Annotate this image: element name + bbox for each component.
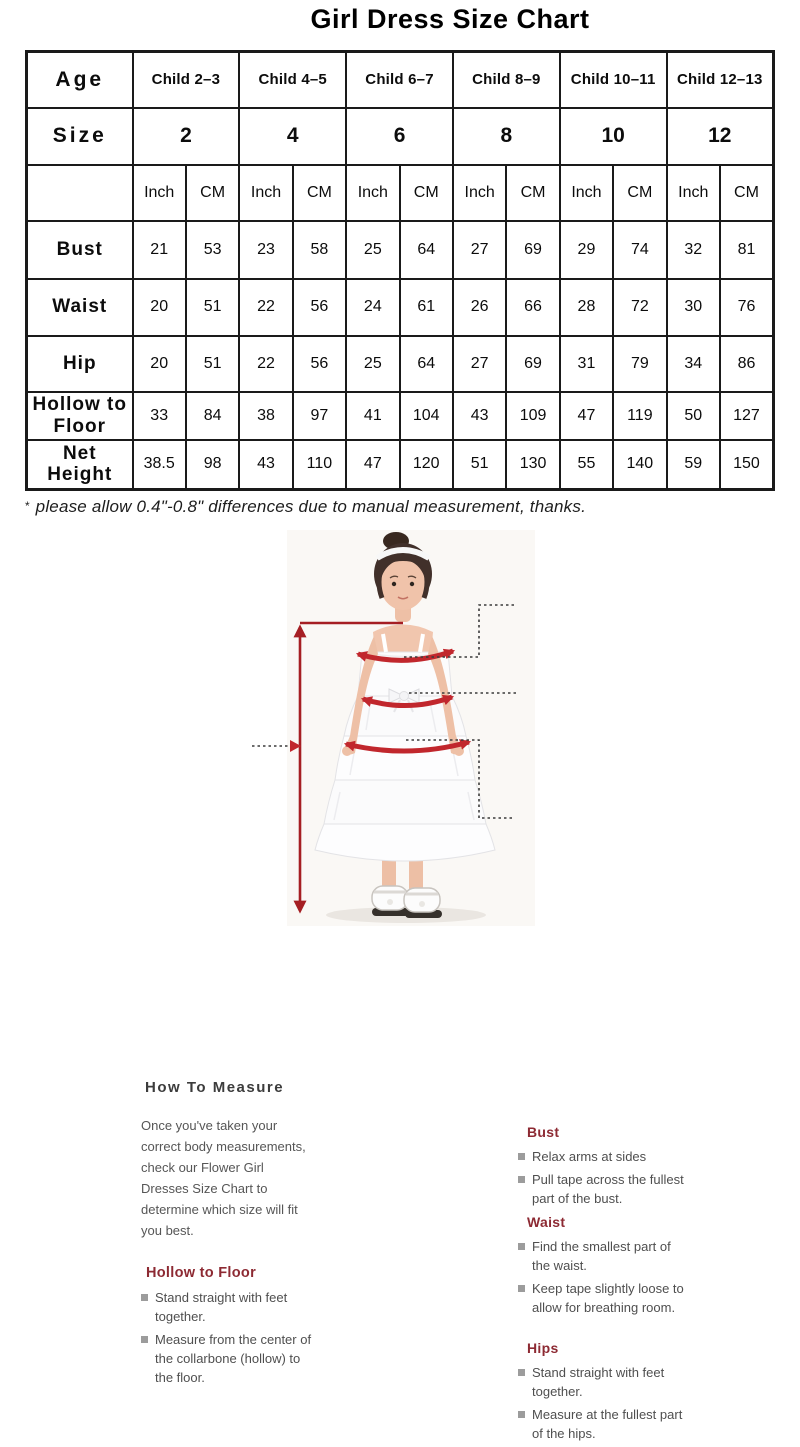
measurement-value-cell: 25 <box>346 336 399 392</box>
measure-intro-text: Once you've taken your correct body measurements, check our Flower Girl Dresses Size Chart to determine which size will fit you best. <box>141 1118 306 1238</box>
measurement-row-label: Waist <box>27 279 133 336</box>
girl-shoes <box>372 886 442 918</box>
table-row <box>27 279 774 336</box>
measurement-value-cell: 27 <box>453 221 506 279</box>
measurement-value-cell: 150 <box>720 440 774 490</box>
measurement-value-cell: 79 <box>613 336 666 392</box>
size-row-label: Size <box>27 108 133 165</box>
measurement-value-cell: 24 <box>346 279 399 336</box>
note-text: please allow 0.4"-0.8" differences due to manual measurement, thanks. <box>35 497 587 516</box>
unit-cell: CM <box>720 165 774 221</box>
measurement-value-cell: 69 <box>506 336 559 392</box>
age-group-cell: Child 4–5 <box>239 52 346 108</box>
measurement-value-cell: 130 <box>506 440 559 490</box>
bullet-square-icon <box>141 1336 148 1343</box>
measure-instruction <box>518 1405 703 1443</box>
measurement-value-cell: 20 <box>133 279 186 336</box>
bullet-square-icon <box>518 1243 525 1250</box>
hollow-to-floor-instructions <box>141 1288 326 1387</box>
measurement-value-cell: 25 <box>346 221 399 279</box>
measurement-value-cell: 69 <box>506 221 559 279</box>
measurement-value-cell: 38.5 <box>133 440 186 490</box>
measurement-value-cell: 59 <box>667 440 720 490</box>
measurement-value-cell: 104 <box>400 392 453 440</box>
measurement-note <box>25 497 586 517</box>
unit-cell: CM <box>613 165 666 221</box>
instruction-text: Measure at the fullest part of the hips. <box>532 1407 683 1441</box>
size-cell: 2 <box>133 108 240 165</box>
hollow-to-floor-block <box>141 1265 326 1391</box>
table-row <box>27 52 774 108</box>
table-row <box>27 108 774 165</box>
unit-cell: CM <box>186 165 239 221</box>
hips-block <box>518 1340 703 1447</box>
measurement-value-cell: 127 <box>720 392 774 440</box>
age-group-cell: Child 2–3 <box>133 52 240 108</box>
measurement-value-cell: 56 <box>293 336 346 392</box>
measurement-value-cell: 109 <box>506 392 559 440</box>
size-cell: 12 <box>667 108 774 165</box>
measurement-value-cell: 21 <box>133 221 186 279</box>
measure-instruction <box>141 1288 326 1326</box>
unit-cell: Inch <box>453 165 506 221</box>
bust-heading: Bust <box>527 1124 560 1140</box>
table-row <box>27 221 774 279</box>
waist-heading: Waist <box>527 1214 566 1230</box>
measurement-value-cell: 34 <box>667 336 720 392</box>
measurement-value-cell: 97 <box>293 392 346 440</box>
table-row <box>27 336 774 392</box>
unit-cell: Inch <box>667 165 720 221</box>
age-group-cell: Child 10–11 <box>560 52 667 108</box>
measurement-value-cell: 47 <box>560 392 613 440</box>
bust-instructions <box>518 1147 703 1208</box>
measurement-value-cell: 51 <box>186 279 239 336</box>
measurement-value-cell: 51 <box>453 440 506 490</box>
size-cell: 4 <box>239 108 346 165</box>
age-group-cell: Child 12–13 <box>667 52 774 108</box>
measurement-row-label: Bust <box>27 221 133 279</box>
instruction-text: Find the smallest part of the waist. <box>532 1239 671 1273</box>
measurement-value-cell: 38 <box>239 392 292 440</box>
age-group-cell: Child 8–9 <box>453 52 560 108</box>
measurement-value-cell: 43 <box>239 440 292 490</box>
table-row <box>27 440 774 490</box>
waist-block <box>518 1214 703 1321</box>
measurement-value-cell: 55 <box>560 440 613 490</box>
bullet-square-icon <box>518 1285 525 1292</box>
measurement-value-cell: 64 <box>400 336 453 392</box>
measurement-value-cell: 98 <box>186 440 239 490</box>
table-row <box>27 165 774 221</box>
measurement-value-cell: 28 <box>560 279 613 336</box>
page-title: Girl Dress Size Chart <box>310 4 590 34</box>
bullet-square-icon <box>518 1369 525 1376</box>
measurement-value-cell: 20 <box>133 336 186 392</box>
unit-cell: Inch <box>239 165 292 221</box>
measurement-value-cell: 61 <box>400 279 453 336</box>
instruction-text: Measure from the center of the collarbone (hollow) to the floor. <box>155 1332 312 1385</box>
age-group-cell: Child 6–7 <box>346 52 453 108</box>
unit-cell: Inch <box>560 165 613 221</box>
measurement-value-cell: 66 <box>506 279 559 336</box>
measurement-value-cell: 53 <box>186 221 239 279</box>
measurement-value-cell: 84 <box>186 392 239 440</box>
measurement-value-cell: 32 <box>667 221 720 279</box>
measurement-value-cell: 140 <box>613 440 666 490</box>
unit-cell: CM <box>400 165 453 221</box>
instruction-text: Stand straight with feet together. <box>532 1365 665 1399</box>
girl-photo <box>287 530 535 926</box>
unit-cell: Inch <box>346 165 399 221</box>
unit-cell: Inch <box>133 165 186 221</box>
measure-instruction <box>518 1170 703 1208</box>
measurement-row-label: Hip <box>27 336 133 392</box>
instruction-text: Relax arms at sides <box>532 1149 647 1164</box>
bullet-square-icon <box>518 1153 525 1160</box>
measurement-value-cell: 31 <box>560 336 613 392</box>
measurement-value-cell: 41 <box>346 392 399 440</box>
measurement-row-label: Net Height <box>27 440 133 490</box>
measurement-diagram <box>0 530 800 929</box>
measurement-value-cell: 86 <box>720 336 774 392</box>
how-to-measure-heading: How To Measure <box>145 1079 285 1096</box>
measurement-value-cell: 74 <box>613 221 666 279</box>
bust-block <box>518 1124 703 1212</box>
unit-cell: CM <box>506 165 559 221</box>
measurement-value-cell: 33 <box>133 392 186 440</box>
measurement-value-cell: 26 <box>453 279 506 336</box>
bullet-square-icon <box>518 1176 525 1183</box>
measure-instruction <box>518 1363 703 1401</box>
measurement-value-cell: 119 <box>613 392 666 440</box>
measurement-value-cell: 30 <box>667 279 720 336</box>
bullet-square-icon <box>141 1294 148 1301</box>
size-cell: 10 <box>560 108 667 165</box>
hollow-to-floor-heading: Hollow to Floor <box>146 1265 257 1281</box>
hips-heading: Hips <box>527 1340 559 1356</box>
unit-cell: CM <box>293 165 346 221</box>
measurement-value-cell: 22 <box>239 279 292 336</box>
instruction-text: Pull tape across the fullest part of the bust. <box>532 1172 684 1206</box>
measurement-value-cell: 58 <box>293 221 346 279</box>
waist-instructions <box>518 1237 703 1317</box>
measurement-value-cell: 50 <box>667 392 720 440</box>
table-row <box>27 392 774 440</box>
measure-instruction <box>518 1147 703 1166</box>
measure-instruction <box>518 1279 703 1317</box>
measurement-value-cell: 51 <box>186 336 239 392</box>
how-to-measure-section <box>0 530 800 1441</box>
measurement-value-cell: 64 <box>400 221 453 279</box>
size-chart-table <box>25 50 775 491</box>
measure-instruction <box>141 1330 326 1387</box>
measurement-value-cell: 81 <box>720 221 774 279</box>
measurement-value-cell: 47 <box>346 440 399 490</box>
note-asterisk-icon: * <box>25 499 30 513</box>
bullet-square-icon <box>518 1411 525 1418</box>
measurement-value-cell: 23 <box>239 221 292 279</box>
units-row-empty-cell <box>27 165 133 221</box>
measurement-value-cell: 22 <box>239 336 292 392</box>
size-cell: 8 <box>453 108 560 165</box>
instruction-text: Keep tape slightly loose to allow for breathing room. <box>532 1281 684 1315</box>
measurement-value-cell: 76 <box>720 279 774 336</box>
instruction-text: Stand straight with feet together. <box>155 1290 288 1324</box>
measurement-value-cell: 29 <box>560 221 613 279</box>
measure-instruction <box>518 1237 703 1275</box>
hips-instructions <box>518 1363 703 1443</box>
measurement-value-cell: 120 <box>400 440 453 490</box>
measurement-value-cell: 27 <box>453 336 506 392</box>
measurement-row-label: Hollow to Floor <box>27 392 133 440</box>
measurement-value-cell: 43 <box>453 392 506 440</box>
measurement-value-cell: 56 <box>293 279 346 336</box>
measurement-value-cell: 72 <box>613 279 666 336</box>
size-cell: 6 <box>346 108 453 165</box>
age-row-label: Age <box>27 52 133 108</box>
measurement-value-cell: 110 <box>293 440 346 490</box>
